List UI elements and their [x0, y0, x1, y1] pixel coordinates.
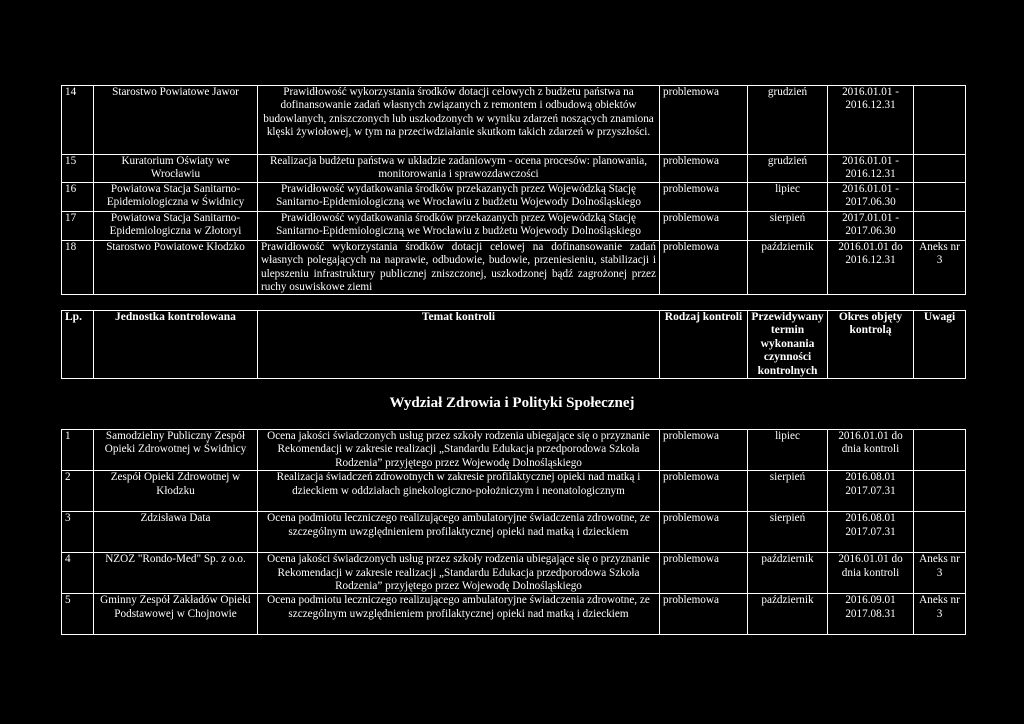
cell-topic: Realizacja świadczeń zdrowotnych w zakresie profilaktycznej opieki nad matką i dzieckiem w oddziałach ginekologiczno-położniczym i neonatologicznym	[258, 471, 660, 512]
cell-unit: Samodzielny Publiczny Zespół Opieki Zdrowotnej w Świdnicy	[94, 430, 258, 471]
cell-kind: problemowa	[660, 430, 748, 471]
cell-unit: Powiatowa Stacja Sanitarno-Epidemiologiczna w Złotoryi	[94, 211, 258, 240]
cell-period: 2016.01.01 do dnia kontroli	[828, 430, 914, 471]
cell-notes	[914, 86, 966, 155]
cell-topic: Ocena podmiotu leczniczego realizującego ambulatoryjne świadczenia zdrowotne, ze szczególnym uwzględnieniem profilaktycznej opieki nad matką i dzieckiem	[258, 512, 660, 553]
cell-term: październik	[748, 240, 828, 295]
cell-notes	[914, 430, 966, 471]
cell-kind: problemowa	[660, 182, 748, 211]
cell-lp: 15	[62, 155, 94, 183]
cell-notes: Aneks nr 3	[914, 240, 966, 295]
cell-period: 2016.01.01 - 2016.12.31	[828, 86, 914, 155]
cell-topic: Ocena jakości świadczonych usług przez szkoły rodzenia ubiegające się o przyznanie Rekomendacji w zakresie realizacji „Standardu Edukacja przedporodowa Szkoła Rodzenia” przyjętego przez Wojewodę Dolnośląskiego	[258, 430, 660, 471]
table-row	[62, 211, 966, 240]
header-kind: Rodzaj kontroli	[660, 311, 748, 379]
cell-topic: Realizacja budżetu państwa w układzie zadaniowym - ocena procesów: planowania, monitorowania i sprawozdawczości	[258, 155, 660, 183]
cell-term: sierpień	[748, 512, 828, 553]
cell-period: 2016.01.01 do 2016.12.31	[828, 240, 914, 295]
table-row	[62, 86, 966, 155]
cell-notes	[914, 155, 966, 183]
cell-notes	[914, 512, 966, 553]
cell-term: lipiec	[748, 182, 828, 211]
header-row	[62, 311, 966, 379]
cell-kind: problemowa	[660, 553, 748, 594]
cell-kind: problemowa	[660, 155, 748, 183]
cell-notes	[914, 211, 966, 240]
header-lp: Lp.	[62, 311, 94, 379]
cell-unit: Zespół Opieki Zdrowotnej w Kłodzku	[94, 471, 258, 512]
header-unit: Jednostka kontrolowana	[94, 311, 258, 379]
cell-term: lipiec	[748, 430, 828, 471]
cell-unit: Gminny Zespół Zakładów Opieki Podstawowej w Chojnowie	[94, 594, 258, 635]
table-row	[62, 594, 966, 635]
cell-period: 2016.09.01 2017.08.31	[828, 594, 914, 635]
control-plan-header-table	[61, 310, 966, 379]
table-row	[62, 430, 966, 471]
cell-topic: Prawidłowość wydatkowania środków przekazanych przez Wojewódzką Stację Sanitarno-Epidemiologiczną we Wrocławiu z budżetu Wojewody Dolnośląskiego	[258, 182, 660, 211]
cell-notes: Aneks nr 3	[914, 594, 966, 635]
cell-topic: Prawidłowość wydatkowania środków przekazanych przez Wojewódzką Stację Sanitarno-Epidemiologiczną we Wrocławiu z budżetu Wojewody Dolnośląskiego	[258, 211, 660, 240]
cell-kind: problemowa	[660, 471, 748, 512]
cell-period: 2016.01.01 - 2017.06.30	[828, 182, 914, 211]
cell-period: 2016.08.01 2017.07.31	[828, 471, 914, 512]
cell-term: sierpień	[748, 211, 828, 240]
cell-kind: problemowa	[660, 211, 748, 240]
header-topic: Temat kontroli	[258, 311, 660, 379]
table-row	[62, 240, 966, 295]
cell-kind: problemowa	[660, 512, 748, 553]
cell-unit: Zdzisława Data	[94, 512, 258, 553]
cell-term: grudzień	[748, 155, 828, 183]
table-row	[62, 182, 966, 211]
cell-term: październik	[748, 594, 828, 635]
cell-period: 2017.01.01 - 2017.06.30	[828, 211, 914, 240]
cell-lp: 1	[62, 430, 94, 471]
cell-unit: Starostwo Powiatowe Jawor	[94, 86, 258, 155]
section-title: Wydział Zdrowia i Polityki Społecznej	[389, 395, 635, 411]
cell-lp: 17	[62, 211, 94, 240]
cell-lp: 5	[62, 594, 94, 635]
cell-lp: 3	[62, 512, 94, 553]
cell-unit: Powiatowa Stacja Sanitarno-Epidemiologiczna w Świdnicy	[94, 182, 258, 211]
cell-topic: Prawidłowość wykorzystania środków dotacji celowych z budżetu państwa na dofinansowanie zadań własnych związanych z remontem i odbudową obiektów budowlanych, zniszczonych lub uszkodzonych w wyniku zdarzeń noszących znamiona klęski żywiołowej, w tym na przeciwdziałanie skutkom takich zdarzeń w przyszłości.	[258, 86, 660, 155]
cell-lp: 16	[62, 182, 94, 211]
cell-topic: Ocena jakości świadczonych usług przez szkoły rodzenia ubiegające się o przyznanie Rekomendacji w zakresie realizacji „Standardu Edukacja przedporodowa Szkoła Rodzenia” przyjętego przez Wojewodę Dolnośląskiego	[258, 553, 660, 594]
cell-kind: problemowa	[660, 86, 748, 155]
cell-kind: problemowa	[660, 594, 748, 635]
cell-lp: 4	[62, 553, 94, 594]
header-notes: Uwagi	[914, 311, 966, 379]
cell-notes	[914, 182, 966, 211]
cell-kind: problemowa	[660, 240, 748, 295]
cell-topic: Prawidłowość wykorzystania środków dotacji celowej na dofinansowanie zadań własnych polegających na naprawie, odbudowie, budowie, przeniesieniu, stabilizacji i ulepszeniu infrastruktury publicznej zniszczonej, uszkodzonej bądź zagrożonej przez ruchy osuwiskowe ziemi	[258, 240, 660, 295]
table-row	[62, 471, 966, 512]
header-period: Okres objęty kontrolą	[828, 311, 914, 379]
cell-unit: NZOZ "Rondo-Med" Sp. z o.o.	[94, 553, 258, 594]
cell-term: październik	[748, 553, 828, 594]
cell-unit: Starostwo Powiatowe Kłodzko	[94, 240, 258, 295]
cell-lp: 2	[62, 471, 94, 512]
cell-unit: Kuratorium Oświaty we Wrocławiu	[94, 155, 258, 183]
table-row	[62, 155, 966, 183]
cell-period: 2016.01.01 - 2016.12.31	[828, 155, 914, 183]
cell-period: 2016.08.01 2017.07.31	[828, 512, 914, 553]
control-plan-table-continued	[61, 85, 966, 295]
header-term: Przewidywany termin wykonania czynności kontrolnych	[748, 311, 828, 379]
cell-term: sierpień	[748, 471, 828, 512]
cell-lp: 18	[62, 240, 94, 295]
table-row	[62, 512, 966, 553]
cell-term: grudzień	[748, 86, 828, 155]
cell-notes	[914, 471, 966, 512]
cell-topic: Ocena podmiotu leczniczego realizującego ambulatoryjne świadczenia zdrowotne, ze szczególnym uwzględnieniem profilaktycznej opieki nad matką i dzieckiem	[258, 594, 660, 635]
health-department-table	[61, 429, 966, 635]
cell-period: 2016.01.01 do dnia kontroli	[828, 553, 914, 594]
cell-notes: Aneks nr 3	[914, 553, 966, 594]
cell-lp: 14	[62, 86, 94, 155]
table-row	[62, 553, 966, 594]
